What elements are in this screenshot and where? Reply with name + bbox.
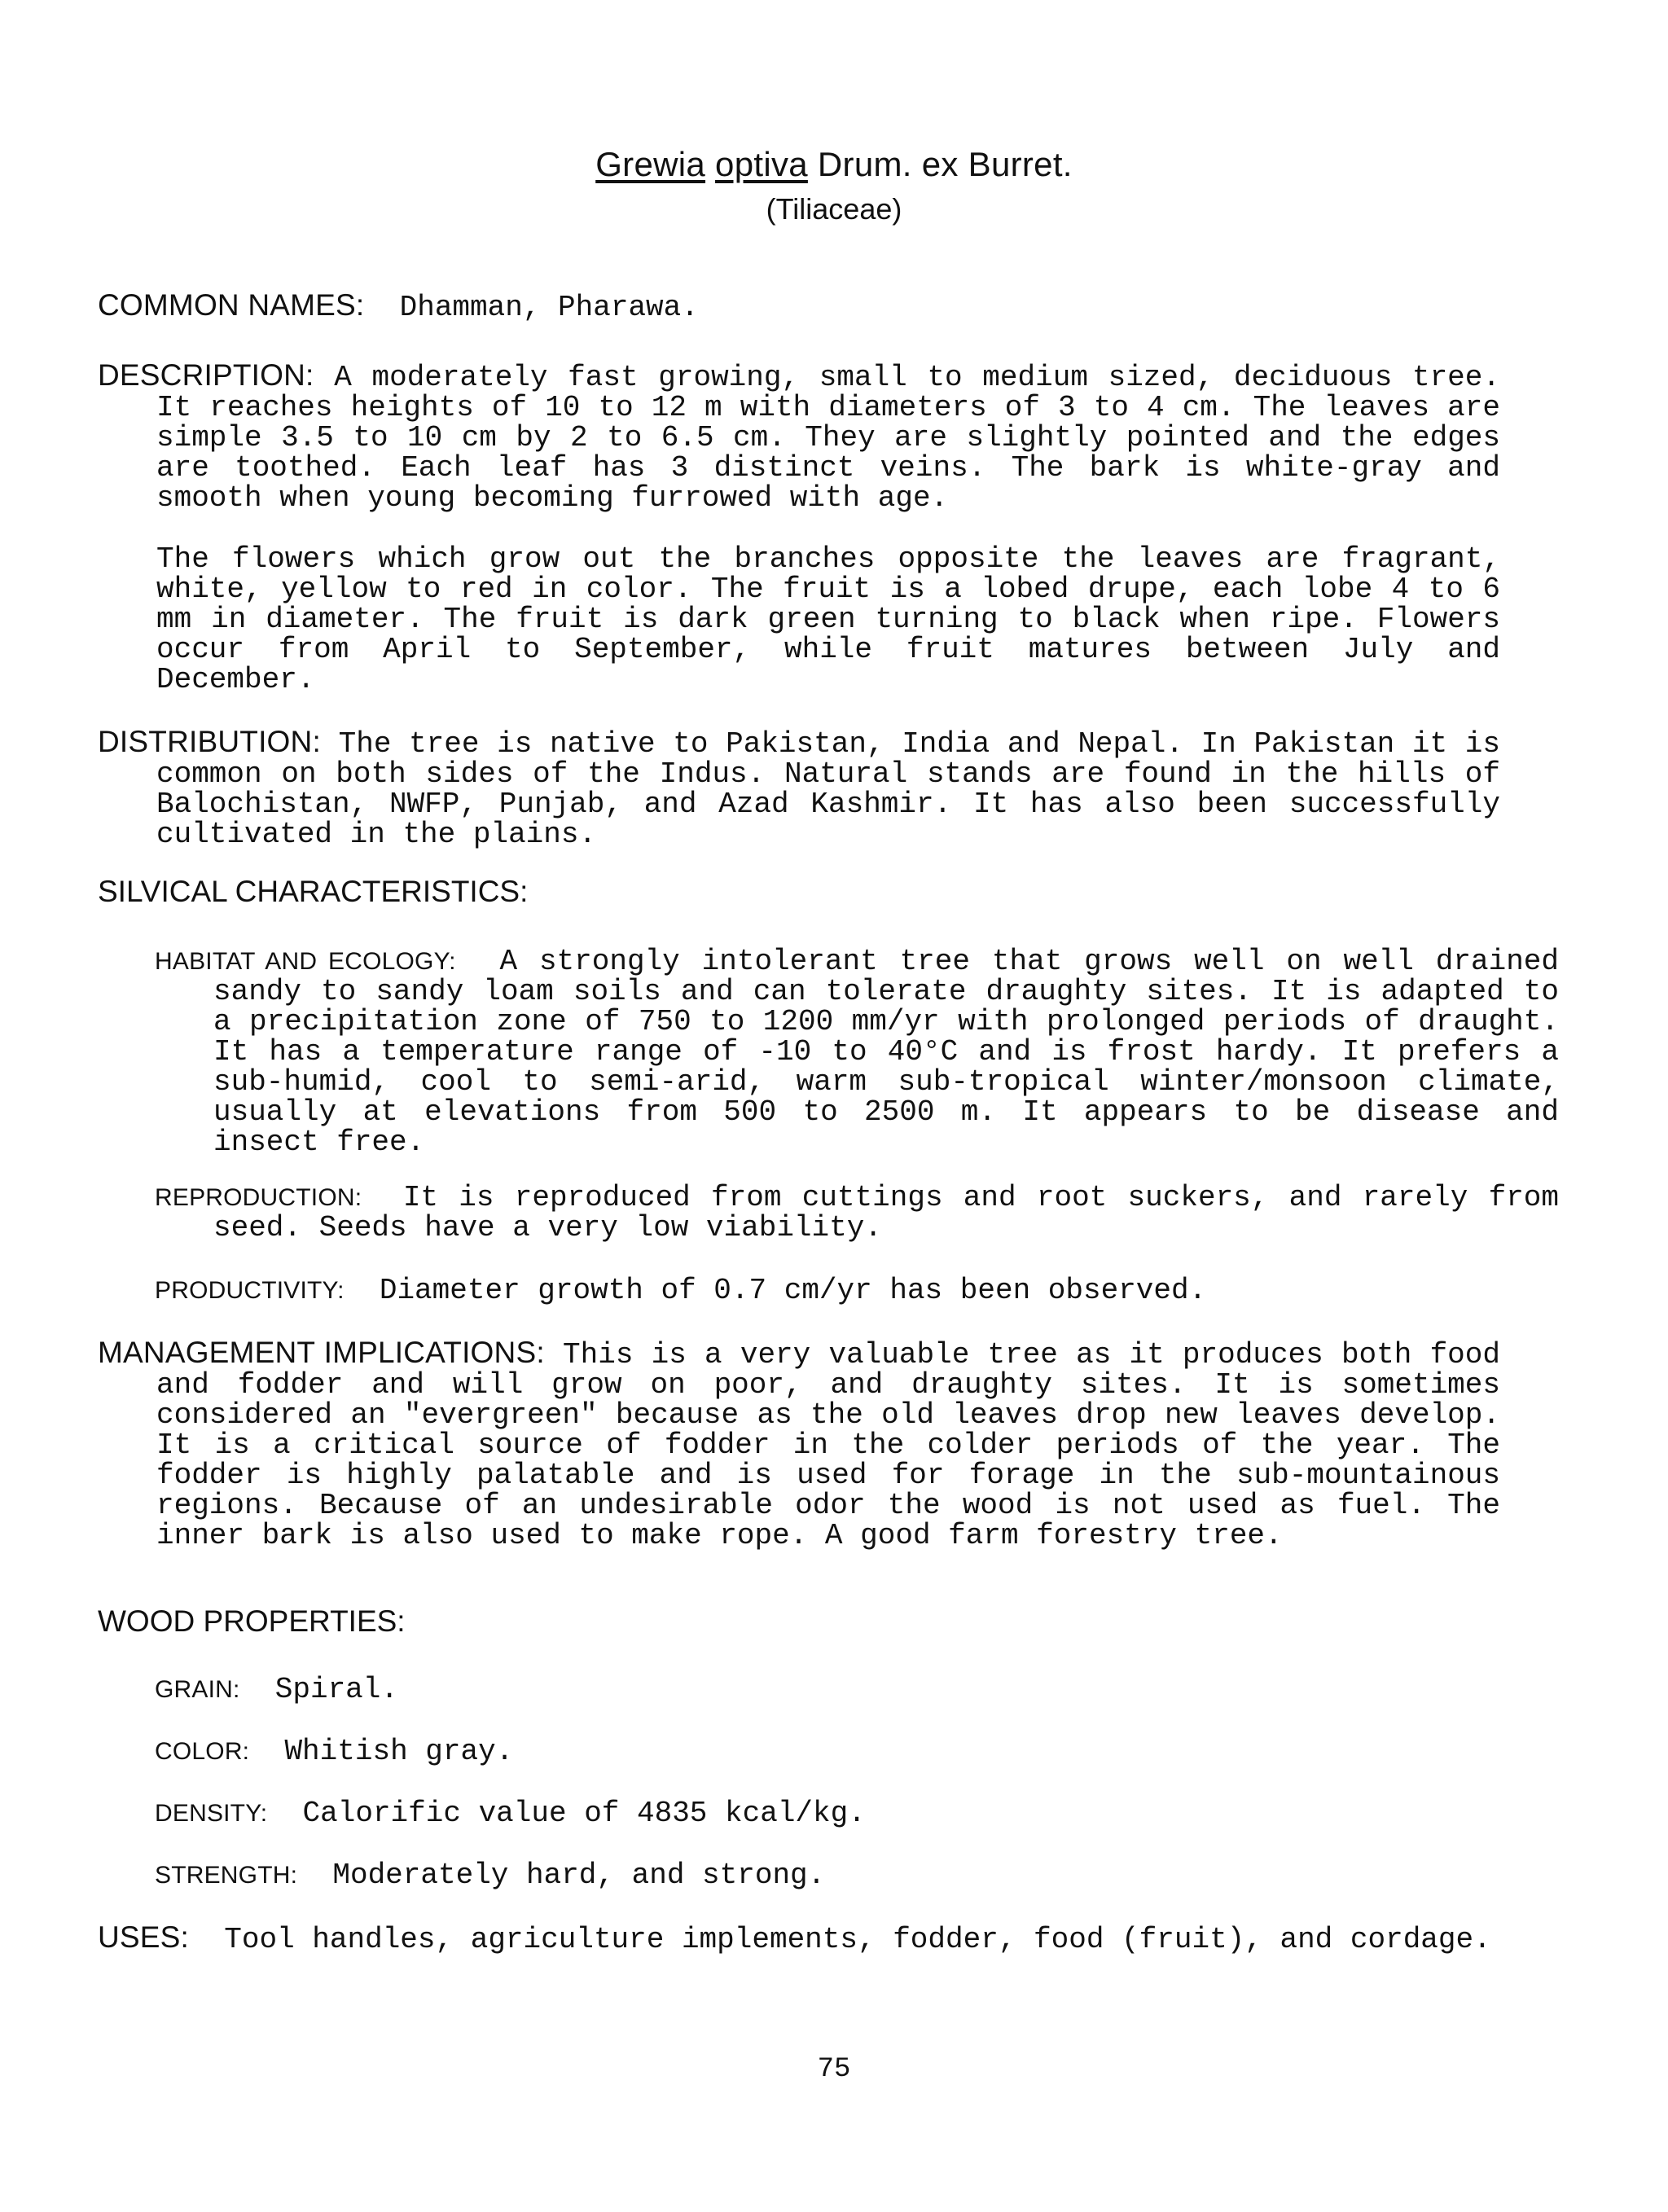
productivity-section — [155, 1275, 1559, 1306]
habitat-section — [155, 946, 1559, 1157]
reproduction-text: It is reproduced from cuttings and root suckers, and rarely from seed. Seeds have a very low viability. — [213, 1181, 1559, 1244]
habitat-text: A strongly intolerant tree that grows well on well drained sandy to sandy loam soils and can tolerate draughty sites. It is adapted to a precipitation zone of 750 to 1200 mm/yr with prolonged periods of draught. It has a temperature range of -10 to 40°C and is frost hardy. It prefers a sub-humid, cool to semi-arid, warm sub-tropical winter/monsoon climate, usually at elevations from 500 to 2500 m. It appears to be disease and insect free. — [213, 945, 1559, 1159]
common-names-heading: COMMON NAMES: — [98, 288, 365, 322]
title-species: optiva — [715, 145, 808, 183]
description-heading: DESCRIPTION: — [98, 358, 314, 392]
uses-heading: USES: — [98, 1920, 190, 1954]
wood-properties-heading: WOOD PROPERTIES: — [98, 1604, 406, 1638]
color-text: Whitish gray. — [284, 1735, 514, 1768]
family-name: (Tiliaceae) — [766, 192, 902, 226]
description-paragraph-2: The flowers which grow out the branches opposite the leaves are fragrant, white, yellow to red in color. The fruit is a lobed drupe, each lobe 4 to 6 mm in diameter. The fruit is dark green turning to black when ripe. Flowers occur from April to September, while fruit matures between July and December. — [156, 542, 1500, 696]
silvical-heading: SILVICAL CHARACTERISTICS: — [98, 875, 529, 908]
grain-text: Spiral. — [274, 1673, 398, 1706]
page-title — [0, 145, 1668, 184]
description-section — [98, 360, 1500, 513]
page-number: 75 — [817, 2054, 851, 2085]
management-heading: MANAGEMENT IMPLICATIONS: — [98, 1336, 545, 1369]
strength-heading: STRENGTH: — [155, 1862, 298, 1889]
density-heading: DENSITY: — [155, 1800, 268, 1827]
uses-text: Tool handles, agriculture implements, fodder, food (fruit), and cordage. — [224, 1923, 1491, 1956]
title-genus: Grewia — [595, 145, 706, 183]
density-text: Calorific value of 4835 kcal/kg. — [302, 1797, 866, 1830]
color-heading: COLOR: — [155, 1738, 250, 1765]
description-text: A moderately fast growing, small to medium sized, deciduous tree. It reaches heights of 10 to 12 m with diameters of 3 to 4 cm. The leaves are simple 3.5 to 10 cm by 2 to 6.5 cm. They are slightly pointed and the edges are toothed. Each leaf has 3 distinct veins. The bark is white-gray and smooth when young becoming furrowed with age. — [156, 361, 1500, 515]
management-text: This is a very valuable tree as it produces both food and fodder and will grow on poor, and draughty sites. It is sometimes considered an "evergreen" because as the old leaves drop new leaves develop. It is a critical source of fodder in the colder periods of the year. The fodder is highly palatable and is used for forage in the sub-mountainous regions. Because of an undesirable odor the wood is not used as fuel. The inner bark is also used to make rope. A good farm forestry tree. — [156, 1338, 1500, 1552]
uses-section — [98, 1922, 1500, 1955]
habitat-heading: HABITAT AND ECOLOGY: — [155, 948, 456, 975]
strength-section — [155, 1860, 1559, 1890]
management-section — [98, 1337, 1500, 1551]
strength-text: Moderately hard, and strong. — [332, 1859, 826, 1892]
reproduction-heading: REPRODUCTION: — [155, 1184, 362, 1211]
density-section — [155, 1798, 1559, 1828]
grain-heading: GRAIN: — [155, 1676, 240, 1703]
productivity-heading: PRODUCTIVITY: — [155, 1277, 345, 1304]
distribution-section — [98, 726, 1500, 849]
distribution-heading: DISTRIBUTION: — [98, 725, 321, 758]
common-names-text: Dhamman, Pharawa. — [399, 291, 699, 324]
common-names-section — [98, 290, 1500, 323]
grain-section — [155, 1674, 1559, 1705]
reproduction-section — [155, 1183, 1559, 1243]
productivity-text: Diameter growth of 0.7 cm/yr has been observed. — [379, 1274, 1207, 1307]
distribution-text: The tree is native to Pakistan, India and Nepal. In Pakistan it is common on both sides of the Indus. Natural stands are found in the hills of Balochistan, NWFP, Punjab, and Azad Kashmir. It has also been successfully cultivated in the plains. — [156, 727, 1500, 851]
color-section — [155, 1736, 1559, 1767]
title-authority: Drum. ex Burret. — [817, 145, 1073, 183]
